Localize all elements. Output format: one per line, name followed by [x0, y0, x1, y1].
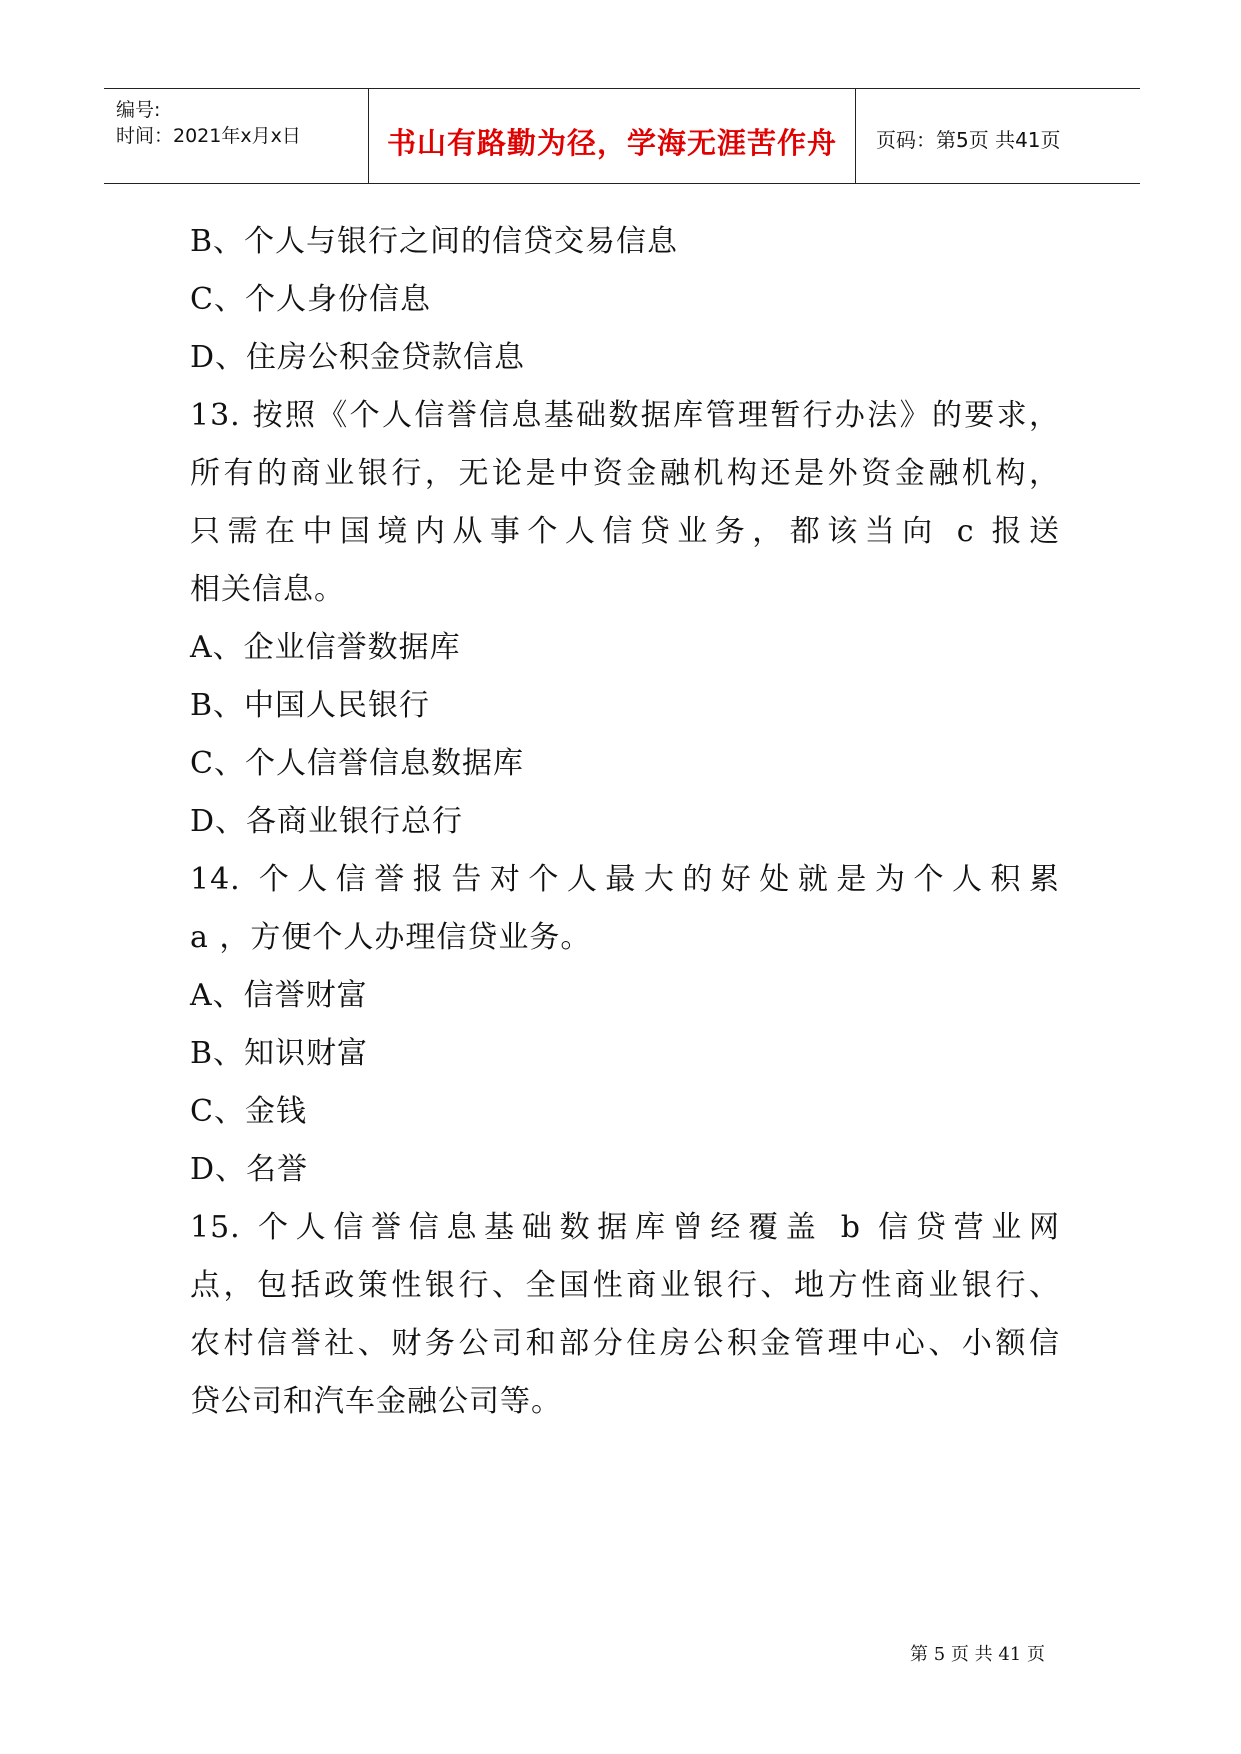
option-line: B、知识财富	[190, 1036, 369, 1071]
option-line: B、中国人民银行	[190, 688, 431, 723]
option-line: A、企业信誉数据库	[190, 630, 461, 665]
question-14-line-1: 14. 个人信誉报告对个人最大的好处就是为个人积累	[190, 862, 1060, 897]
question-15-line-4: 贷公司和汽车金融公司等。	[190, 1384, 562, 1419]
header-motto: 书山有路勤为径，学海无涯苦作舟	[386, 126, 837, 160]
option-line: D、名誉	[190, 1152, 309, 1187]
option-line: C、个人信誉信息数据库	[190, 746, 524, 781]
question-13-line-1: 13. 按照《个人信誉信息基础数据库管理暂行办法》的要求，	[190, 398, 1060, 433]
header-meta-cell	[104, 89, 369, 183]
question-13-line-4: 相关信息。	[190, 572, 345, 607]
option-line: D、住房公积金贷款信息	[190, 340, 526, 375]
option-line: C、个人身份信息	[190, 282, 431, 317]
option-line: D、各商业银行总行	[190, 804, 464, 839]
document-time-label: 时间：2021年x月x日	[116, 125, 301, 147]
question-13-line-2: 所有的商业银行，无论是中资金融机构还是外资金融机构，	[190, 456, 1060, 491]
question-15-line-3: 农村信誉社、财务公司和部分住房公积金管理中心、小额信	[190, 1326, 1060, 1361]
header-page-cell	[856, 89, 1140, 183]
header-motto-cell	[369, 89, 856, 183]
option-line: A、信誉财富	[190, 978, 368, 1013]
question-15-line-1: 15. 个人信誉信息基础数据库曾经覆盖 b 信贷营业网	[190, 1210, 1060, 1245]
document-number-label: 编号:	[116, 99, 161, 121]
option-line: C、金钱	[190, 1094, 307, 1129]
option-line: B、个人与银行之间的信贷交易信息	[190, 224, 679, 259]
question-14-line-2: a ，方便个人办理信贷业务。	[190, 920, 592, 955]
page-header	[104, 88, 1140, 184]
header-page-info: 页码：第5页 共41页	[876, 128, 1061, 152]
page-footer: 第 5 页 共 41 页	[910, 1644, 1045, 1665]
question-13-line-3: 只需在中国境内从事个人信贷业务，都该当向 c 报送	[190, 514, 1060, 549]
question-15-line-2: 点，包括政策性银行、全国性商业银行、地方性商业银行、	[190, 1268, 1060, 1303]
